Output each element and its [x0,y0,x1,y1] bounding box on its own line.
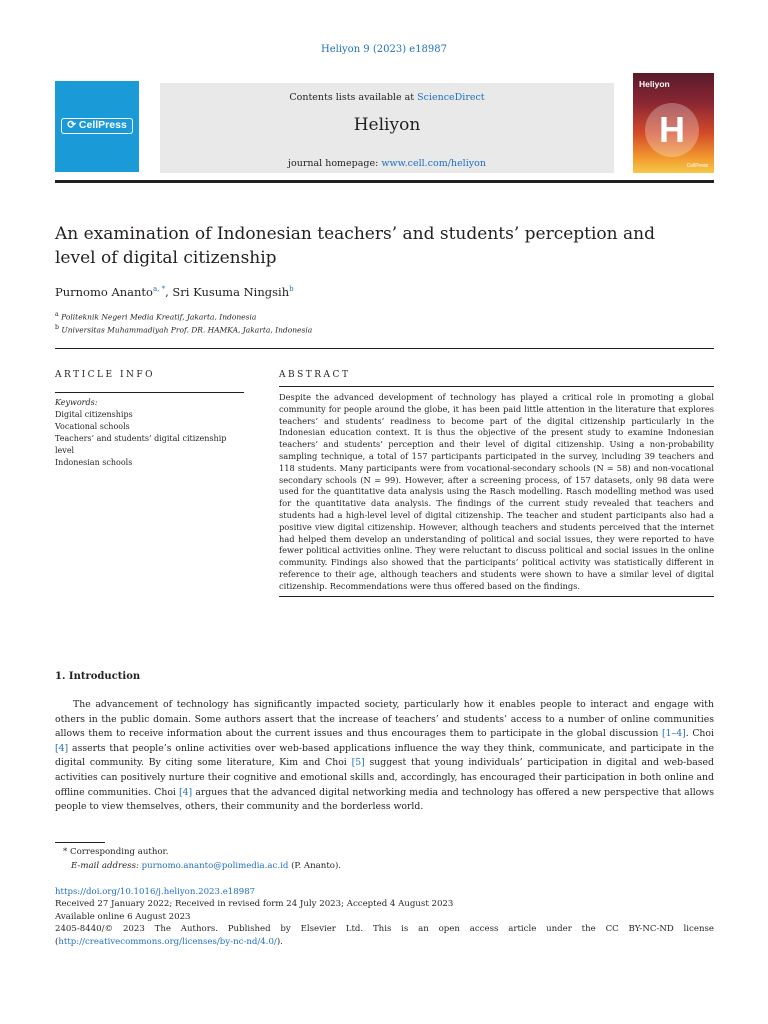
email-link[interactable]: purnomo.ananto@polimedia.ac.id [141,861,289,871]
cellpress-logo-text: CellPress [78,119,127,131]
corresponding-author-note: * Corresponding author. [63,847,169,857]
keyword: Teachers’ and students’ digital citizenship level [55,434,227,455]
cellpress-logo-mark [61,118,133,134]
abstract-heading: ABSTRACT [279,370,351,380]
author-name: Sri Kusuma Ningsih [172,285,290,299]
journal-reference[interactable]: Heliyon 9 (2023) e18987 [320,44,448,55]
contents-lists: Contents lists available at ScienceDirect [289,92,485,103]
author-name: Purnomo Ananto [55,285,153,299]
section-heading: 1. Introduction [55,671,141,682]
divider [55,348,714,349]
citation-link[interactable]: [5] [351,757,365,769]
license-note: 2405-8440/© 2023 The Authors. Published by Elsevier Ltd. This is an open access article under the CC BY-NC-ND license (http://creativecommons.org/licenses/by-nc-nd/4.0/). [55,924,714,947]
article-history [55,886,714,948]
affiliation: $^b$ Universitas Muhammadiyah Prof. DR. HAMKA, Jakarta, Indonesia [55,324,313,335]
available-date: Available online 6 August 2023 [55,911,191,922]
header-rule [55,180,714,183]
author-list: Purnomo Ananto$^{a, *}$, Sri Kusuma Ningsih$^b$ [55,285,294,299]
author-affil-link[interactable]: b [289,285,294,294]
homepage-link[interactable]: www.cell.com/heliyon [381,158,486,169]
keywords-label: Keywords: [55,398,98,407]
cover-title: Heliyon [639,79,670,89]
keyword: Vocational schools [55,422,130,431]
footnote-rule [55,842,105,843]
citation-link[interactable]: [4] [55,742,69,754]
article-info-heading: ARTICLE INFO [55,370,156,380]
doi-link[interactable]: https://doi.org/10.1016/j.heliyon.2023.e18987 [55,887,256,897]
body-paragraph: The advancement of technology has significantly impacted society, particularly how it enables people to interact and engage with others in the public domain. Some authors assert that the increase of teachers’ and students’ access to a number of online communities allows them to receive information about the current issues and thus encourages them to participate in the global discussion [1–4]. Choi [4] asserts that people’s online activities over web-based applications influence the way they think, communicate, and participate in the digital community. By citing some literature, Kim and Choi [5] suggest that young individuals’ participation in digital and web-based activities can positively nurture their cognitive and emotional skills and, accordingly, has encouraged their participation in both online and offline communities. Choi [4] argues that the advanced digital networking media and technology has offered a new perspective that allows people to view themselves, others, their community and the borderless world. [55,699,715,813]
journal-cover[interactable] [633,73,714,173]
affiliation: $^a$ Politeknik Negeri Media Kreatif, Jakarta, Indonesia [55,311,257,322]
sciencedirect-link[interactable]: ScienceDirect [417,92,485,103]
received-dates: Received 27 January 2022; Received in revised form 24 July 2023; Accepted 4 August 2023 [55,899,454,910]
keyword: Indonesian schools [55,458,133,467]
cover-h-icon: H [645,103,699,157]
cell-icon: ⟳ [67,119,76,131]
journal-name: Heliyon [353,115,421,135]
citation-link[interactable]: [1–4] [662,728,686,740]
abstract-text: Despite the advanced development of technology has played a critical role in promoting a global community for people around the globe, it has been paid little attention in the literature that explores teachers’ and students’ readiness to become part of the digital citizenship particularly in the Indonesian education context. It is thus the objective of the present study to examine Indonesian teachers’ and students’ perception and their level of digital citizenship. Using a non-probability sampling technique, a total of 157 participants participated in the survey, including 39 teachers and 118 students. Many participants were from vocational-secondary schools (N = 58) and non-vocational secondary schools (N = 99). However, after a screening process, of 157 datasets, only 98 data were used for the quantitative data analysis using the Rasch modelling. Rasch modelling method was used for the quantitative data analysis. The findings of the current study revealed that teachers and students had a high-level level of digital citizenship. The teacher and student participants also had a positive view digital citizenship. However, although teachers and students perceived that the internet had helped them develop an understanding of political and social issues, they were reported to have fewer political activities online. They were reluctant to discuss political and social issues in the online community. Findings also showed that the participants’ political activity was statistically different in reference to their age, although teachers and students were shown to have a similar level of digital citizenship. Recommendations were thus offered based on the findings. [279,386,714,597]
article-title: An examination of Indonesian teachers’ and students’ perception and level of digital citizenship [55,224,655,268]
keyword: Digital citizenships [55,410,133,419]
license-link[interactable]: http://creativecommons.org/licenses/by-nc-nd/4.0/ [58,936,277,947]
journal-banner [160,83,614,173]
author-affil-link[interactable]: a, * [152,285,166,294]
journal-homepage: journal homepage: www.cell.com/heliyon [288,158,486,169]
email-note: E-mail address: purnomo.ananto@polimedia.ac.id (P. Ananto). [71,861,342,871]
cellpress-logo[interactable] [55,81,139,172]
citation-link[interactable]: [4] [179,786,193,798]
keywords [55,392,244,469]
cover-publisher: CellPress [686,163,708,169]
journal-header [55,73,714,173]
